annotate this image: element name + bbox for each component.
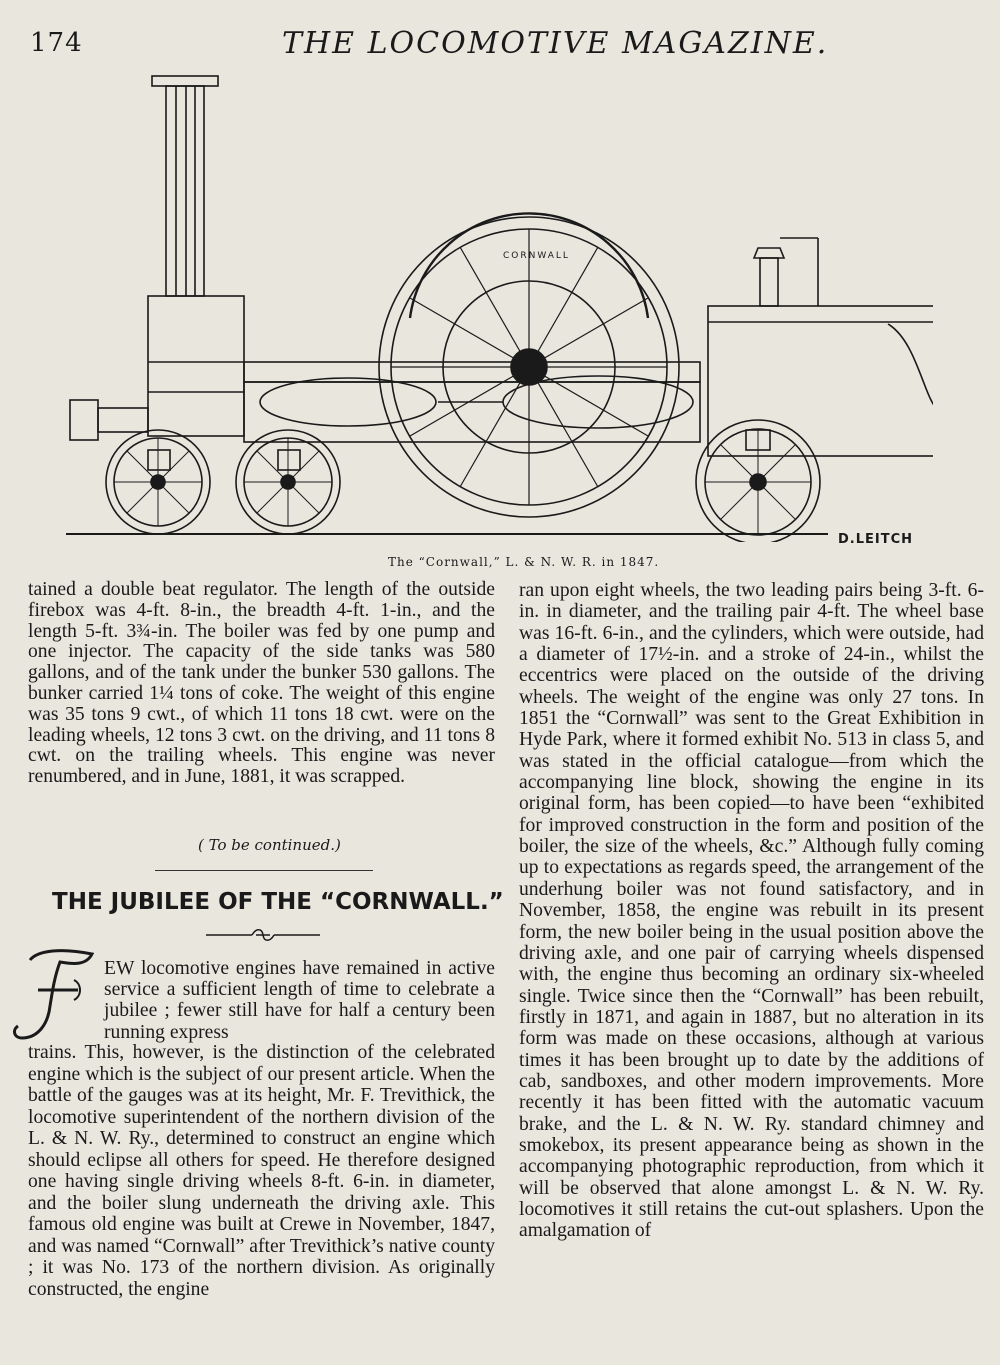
right-column — [519, 580, 984, 1242]
nameplate-text: CORNWALL — [503, 251, 570, 261]
article-title: THE JUBILEE OF THE “CORNWALL.” — [52, 889, 504, 915]
article-intro: EW locomotive engines have remained in active service a sufficient length of time to celebrate a jubilee ; fewer still have for half a century been running express — [104, 958, 495, 1043]
to-be-continued-note: ( To be continued.) — [198, 836, 341, 854]
drop-cap-letter — [8, 944, 98, 1044]
figure-caption: The “Cornwall,” L. & N. W. R. in 1847. — [388, 555, 660, 569]
illustrator-credit: D.LEITCH — [838, 532, 914, 547]
left-column-article-body — [28, 1042, 495, 1300]
left-column-continuation — [28, 580, 495, 788]
continuation-paragraph: tained a double beat regulator. The length of the outside firebox was 4-ft. 8-in., the breadth 4-ft. 1-in., and the length 5-ft. 3¾-in. The boiler was fed by one pump and one injector. The capacity of the side tanks was 580 gallons, and of the tank under the bunker 530 gallons. The bunker carried 1¼ tons of coke. The weight of this engine was 35 tons 9 cwt., of which 11 tons 18 cwt. were on the leading wheels, 12 tons 3 cwt. on the driving, and 11 tons 8 cwt. on the trailing wheels. This engine was never renumbered, and in June, 1881, it was scrapped. — [28, 579, 495, 788]
locomotive-illustration — [58, 62, 933, 542]
drop-cap-text: F — [8, 944, 9, 945]
running-head: THE LOCOMOTIVE MAGAZINE. — [282, 26, 829, 61]
ornament-divider-icon — [204, 926, 322, 944]
page-number: 174 — [30, 28, 83, 58]
section-divider — [155, 870, 373, 871]
article-body-right: ran upon eight wheels, the two leading pairs being 3-ft. 6-in. in diameter, and the trailing pair 4-ft. The wheel base was 16-ft. 6-in., and the cylinders, which were outside, had a diameter of 17½-in. and a stroke of 24-in., whilst the eccentrics were placed on the outside of the driving wheels. The weight of the engine was only 27 tons. In 1851 the “Cornwall” was sent to the Great Exhibition in Hyde Park, where it formed exhibit No. 513 in class 5, and was stated in the official catalogue—from which the accompanying line block, showing the engine in its original form, has been copied—to have been “exhibited for improved construction in the form and position of the boiler, the size of the wheels, &c.” Although fully coming up to expectations as regards speed, the arrangement of the underhung boiler was not found satisfactory, and in November, 1858, the engine was rebuilt in its present form, the new boiler being in the usual position above the driving axle, and one pair of carrying wheels dispensed with, the engine thus becoming an ordinary six-wheeled single. Twice since then the “Cornwall” has been rebuilt, firstly in 1871, and again in 1887, but no alteration in its form was made on these occasions, although at various times it has been brought up to date by the additions of cab, sandboxes, and other modern improvements. More recently it has been fitted with the automatic vacuum brake, and the L. & N. W. Ry. standard chimney and smokebox, its present appearance being as shown in the accompanying photographic reproduction, from which it will be observed that alone amongst L. & N. W. Ry. locomotives it still retains the cut-out splashers. Upon the amalgamation of — [519, 580, 984, 1242]
article-body-left: trains. This, however, is the distinction of the celebrated engine which is the subject of our present article. When the battle of the gauges was at its height, Mr. F. Trevithick, the locomotive superintendent of the northern division of the L. & N. W. Ry., determined to construct an engine which should eclipse all others for speed. He therefore designed one having single driving wheels 8-ft. 6-in. in diameter, and the boiler slung underneath the driving axle. This famous old engine was built at Crewe in November, 1847, and was named “Cornwall” after Trevithick’s native county ; it was No. 173 of the northern division. As originally constructed, the engine — [28, 1042, 495, 1300]
